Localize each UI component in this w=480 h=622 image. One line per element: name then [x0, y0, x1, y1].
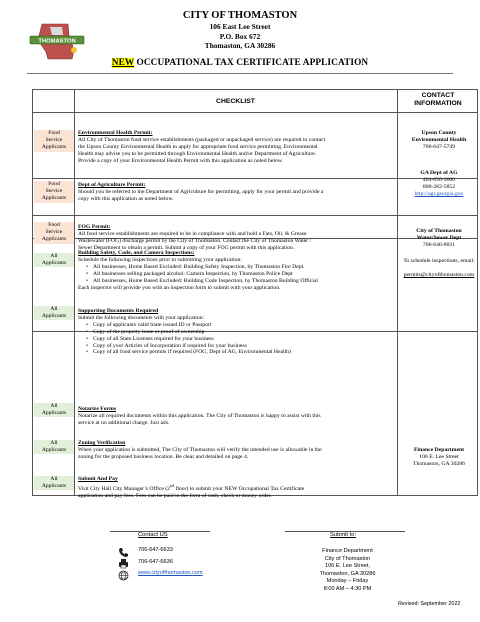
- city-name: CITY OF THOMASTON: [182, 10, 298, 21]
- website-link[interactable]: www.cityofthomaston.com: [138, 570, 203, 576]
- documents-block: Supporting Documents Required Submit the following documents with your application: • Copy of applicants valid State issued ID or Passport • Copy of the property lease or proof of ownership • Copy of all State Licenses required for your business • Copy of your Articles of Incorporation if required for your business • Copy of all food service permits if required (FOG, Dept of AG, Environmental Health): [78, 308, 397, 356]
- submit-block: Submit And Pay Visit City Hall City Manager’s Office (2nd floor) to submit your NEW Occupational Tax Certificate application and pay fees. Fees can be paid in the form of cash, check or money order.: [78, 476, 397, 500]
- po-box: P.O. Box 672: [219, 31, 261, 41]
- applicant-type-all: All Applicants: [34, 306, 74, 320]
- fog-permit-block: FOG Permit: All food service establishments are required to be in compliance with and hold a Fats, Oil, & Grease Wastewater (FOG) discharge permit by the City of Thomaston. Contact the City of Thomaston Water / Sewer Department to obtain a permit. Submit a copy of your FOG permit with this application.: [78, 224, 397, 252]
- inspections-block: Building Safety, Code, and Camera Inspections: Schedule the following inspections prior to submitting your application: • All businesses, Home Based Excluded: Building Safety Inspection, by Thomaston Fire Dept. • All businesses selling packaged alcohol: Camera Inspection, by Thomaston Police Dept • All businesses, Home Based Excluded: Building Code Inspection, by Thomaston Building Official Each inspector will provide you with an inspection form to submit with your application.: [78, 250, 397, 291]
- zoning-block: Zoning Verification When your application is submitted, The City of Thomaston will verify the intended use is allowable in the zoning for the proposed business location. Be clear and detailed on page 4.: [78, 440, 397, 461]
- revised-date: Revised: September 2022: [398, 601, 461, 607]
- notarize-title: Notarize Forms: [78, 406, 117, 412]
- application-title: [0, 58, 480, 68]
- applicant-type-food: Food Service Applicants: [34, 222, 74, 244]
- water-sewer-contact: City of Thomaston Water/Sewer Dept 706-646-8031: [416, 228, 462, 248]
- submit-title: Submit And Pay: [78, 476, 118, 482]
- applicant-type-all: All Applicants: [34, 476, 74, 490]
- applicant-type-all: All Applicants: [34, 253, 74, 267]
- header-divider: [27, 73, 453, 74]
- header-row-divider: [33, 112, 477, 113]
- env-health-contact: Upson County Environmental Health 706-647-5749: [411, 130, 467, 150]
- applicant-type-food: Food Service Applicants: [34, 181, 74, 203]
- contact-us-heading: Contact US: [138, 532, 168, 538]
- submit-address: Finance Department City of Thomaston 106 E. Lee Street, Thomaston, GA 30286 Monday – Friday 8:00 AM – 4:30 PM: [319, 548, 376, 592]
- checklist-header: CHECKLIST: [216, 98, 255, 105]
- checklist-table: [32, 89, 478, 499]
- title-new-highlight: NEW: [111, 58, 135, 68]
- applicant-type-all: All Applicants: [34, 440, 74, 454]
- inspections-contact: To schedule inspections, email: permits@cityofthomaston.com: [403, 258, 475, 278]
- list-item: • Copy of applicants valid State issued ID or Passport: [86, 322, 397, 329]
- list-item: • Copy of all food service permits if required (FOG, Dept of AG, Environmental Health): [86, 349, 397, 356]
- col-divider-2: [397, 90, 398, 495]
- phone-icon: [118, 545, 129, 556]
- website-link-wrapper: [138, 570, 203, 577]
- phone-number: 706-647-6633: [138, 547, 173, 553]
- list-item: • All businesses, Home Based Excluded: Building Safety Inspection, by Thomaston Fire Dept.: [86, 264, 397, 271]
- inspections-list: [86, 264, 397, 285]
- notarize-block: Notarize Forms Notarize all required documents within this application. The City of Thomaston is happy to assist with this service at no additional charge. Just ask.: [78, 406, 397, 427]
- applicant-type-food: Food Service Applicants: [34, 130, 74, 152]
- title-text: OCCUPATIONAL TAX CERTIFICATE APPLICATION: [134, 58, 369, 68]
- applicant-type-all: All Applicants: [34, 403, 74, 417]
- zoning-title: Zoning Verification: [78, 440, 126, 446]
- row-divider-fog: [33, 215, 477, 216]
- finance-contact: Finance Department 106 E. Lee Street Thomaston, GA 30286: [413, 447, 465, 467]
- list-item: • Copy of your Articles of Incorporation if required for your business: [86, 343, 397, 350]
- env-health-title: Environmental Health Permit:: [78, 130, 153, 136]
- col-divider-1: [74, 90, 75, 495]
- inspections-title: Building Safety, Code, and Camera Inspections:: [78, 250, 195, 256]
- ag-permit-title: Dept of Agriculture Permit:: [78, 182, 146, 188]
- svg-text:THOMASTON: THOMASTON: [38, 38, 76, 45]
- list-item: • All businesses selling packaged alcohol: Camera Inspection, by Thomaston Police Dept: [86, 271, 397, 278]
- documents-list: [86, 322, 397, 357]
- env-health-block: Environmental Health Permit: All City of Thomaston food service establishments (packaged or unpackaged service) are required to contact the Upson County Environmental Health to apply for appropriate food service permitting. Environmental Health may advise you to be permitted through Environmental Health and/or Department of Agriculture. Provide a copy of your Environmental Health Permit with this application as noted below.: [78, 130, 397, 165]
- list-item: • All businesses, Home Based Excluded: Building Code Inspection, by Thomaston Building Official: [86, 278, 397, 285]
- submit-to-heading: Submit to:: [330, 532, 357, 538]
- ag-website-link[interactable]: http://agr.georgia.gov: [414, 191, 464, 197]
- city-state-zip: Thomaston, GA 30286: [204, 41, 276, 50]
- globe-icon: [118, 568, 129, 579]
- ag-contact: GA Dept of AG 404-656-3600 800-282-5852 http://agr.georgia.gov: [414, 170, 464, 197]
- documents-title: Supporting Documents Required: [78, 308, 159, 314]
- fax-icon: [118, 556, 129, 567]
- fax-number: 706-647-6636: [138, 559, 173, 565]
- permits-email-link[interactable]: permits@cityofthomaston.com: [403, 272, 475, 278]
- city-logo-icon: [28, 22, 86, 62]
- contact-header: CONTACT INFORMATION: [414, 92, 462, 107]
- ag-permit-block: Dept of Agriculture Permit: Should you be referred to the Department of Agriculture for permitting, apply for your permit and provide a copy with this application as noted below.: [78, 182, 397, 203]
- fog-permit-title: FOG Permit:: [78, 224, 111, 230]
- list-item: • Copy of the property lease or proof of ownership: [86, 329, 397, 336]
- street-address: 106 East Lee Street: [209, 22, 271, 31]
- list-item: • Copy of all State Licenses required for your business: [86, 336, 397, 343]
